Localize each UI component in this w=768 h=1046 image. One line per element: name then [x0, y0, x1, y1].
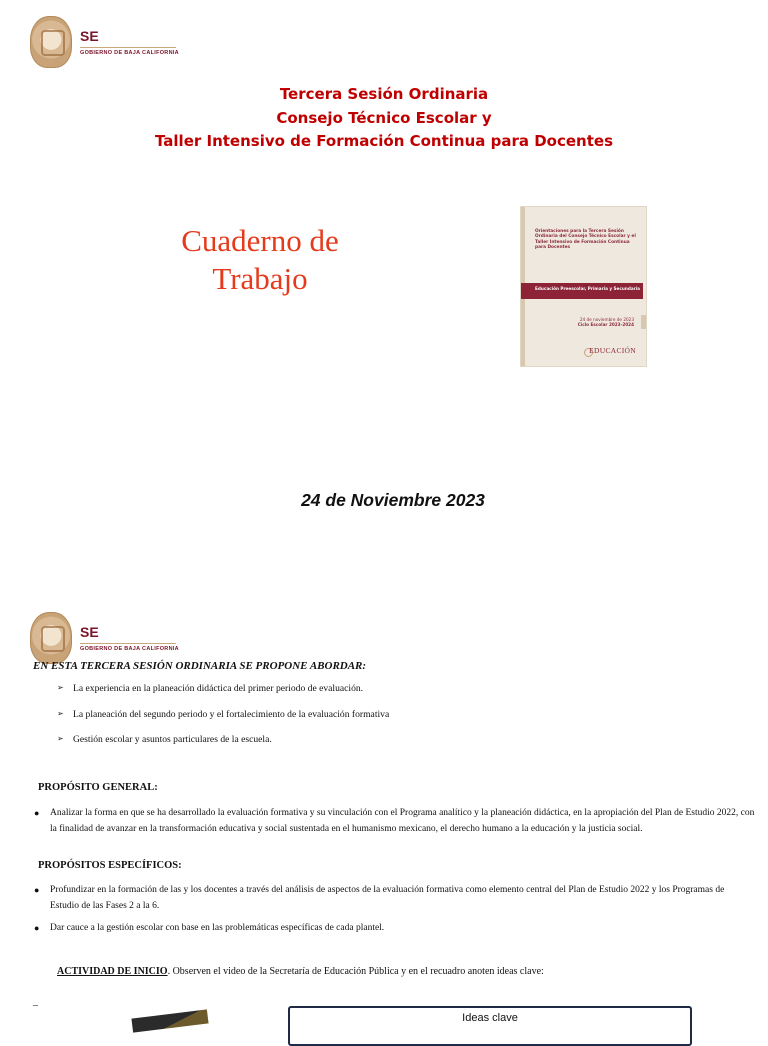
ideas-clave-box[interactable]	[288, 1006, 692, 1046]
cover-title: Orientaciones para la Tercera Sesión Ordinaria del Consejo Técnico Escolar y el Taller Intensivo de Formación Continua para Docentes	[535, 229, 636, 251]
logo-se-text: SE	[80, 27, 99, 44]
arrow-bullet-icon: ➢	[57, 683, 64, 692]
cover-band: Educación Preescolar, Primaria y Secundaria	[521, 283, 643, 299]
arrow-bullet-icon: ➢	[57, 734, 64, 743]
list-item	[33, 921, 755, 937]
section-intro: EN ESTA TERCERA SESIÓN ORDINARIA SE PROPONE ABORDAR:	[33, 660, 367, 672]
title-line: Tercera Sesión Ordinaria	[279, 85, 489, 103]
arrow-bullet-icon: ➢	[57, 708, 64, 718]
list-item-text: La planeación del segundo periodo y el fortalecimiento de la evaluación formativa	[73, 708, 390, 720]
activity-label: ACTIVIDAD DE INICIO	[57, 966, 168, 977]
state-seal-icon	[30, 16, 72, 68]
list-item-text: La experiencia en la planeación didáctica del primer periodo de evaluación.	[73, 683, 364, 694]
bullet-dot-icon: ●	[34, 923, 40, 933]
title-line: Consejo Técnico Escolar y	[276, 108, 492, 127]
header-logo	[30, 16, 179, 68]
activity-instruction	[57, 966, 544, 977]
list-item	[57, 709, 389, 735]
specific-purposes-heading: PROPÓSITOS ESPECÍFICOS:	[38, 860, 182, 871]
list-item	[33, 883, 755, 914]
session-titles	[0, 83, 768, 154]
cover-tab	[641, 315, 646, 329]
list-item-text: Dar cauce a la gestión escolar con base en las problemáticas específicas de cada plantel.	[50, 923, 385, 933]
logo-subtitle: GOBIERNO DE BAJA CALIFORNIA	[80, 645, 179, 652]
general-purpose-list	[33, 806, 755, 837]
video-thumbnail[interactable]	[131, 1009, 208, 1032]
cover-date-line: 24 de noviembre de 2023	[579, 317, 634, 322]
general-purpose-heading: PROPÓSITO GENERAL:	[38, 782, 158, 793]
list-item-text: Profundizar en la formación de las y los docentes a través del análisis de aspectos de la evaluación formativa como elemento central del Plan de Estudio 2022 y los Programas de Estudio de las Fases 2 a la 6.	[50, 885, 725, 911]
ideas-box-title: Ideas clave	[462, 1012, 518, 1024]
activity-text: . Observen el video de la Secretaría de Educación Pública y en el recuadro anoten ideas clave:	[167, 966, 544, 977]
title-line: Taller Intensivo de Formación Continua para Docentes	[155, 132, 613, 150]
list-item	[57, 683, 389, 709]
guide-cover-image	[520, 206, 647, 367]
session-date: 24 de Noviembre 2023	[301, 490, 485, 510]
specific-purposes-list	[33, 883, 755, 937]
bullet-dot-icon: ●	[34, 808, 40, 818]
cover-cycle-line: Ciclo Escolar 2023-2024	[577, 322, 634, 328]
logo-se-text: SE	[80, 623, 99, 640]
bullet-dot-icon: ●	[34, 885, 40, 895]
topics-list	[57, 683, 389, 760]
state-seal-icon	[30, 612, 72, 664]
cover-date	[578, 317, 634, 327]
cover-edu-label: EDUCACIÓN	[589, 346, 636, 355]
logo-subtitle: GOBIERNO DE BAJA CALIFORNIA	[80, 49, 179, 56]
workbook-title-line: Cuaderno de	[181, 223, 339, 258]
blank-line: _	[33, 996, 38, 1007]
header-logo	[30, 612, 179, 664]
workbook-title	[150, 222, 370, 298]
list-item	[33, 806, 755, 837]
list-item-text: Analizar la forma en que se ha desarrollado la evaluación formativa y su vinculación con el Programa analítico y la planeación didáctica, en la apropiación del Plan de Estudio 2022, con la finalidad de avanzar en la transformación educativa y social sustentada en el humanismo mexicano, el derecho humano a la educación y la justicia social.	[50, 808, 755, 834]
logo-divider	[80, 47, 176, 48]
logo-divider	[80, 643, 176, 644]
list-item	[57, 734, 389, 760]
workbook-title-line: Trabajo	[212, 261, 308, 296]
list-item-text: Gestión escolar y asuntos particulares de la escuela.	[73, 734, 272, 745]
